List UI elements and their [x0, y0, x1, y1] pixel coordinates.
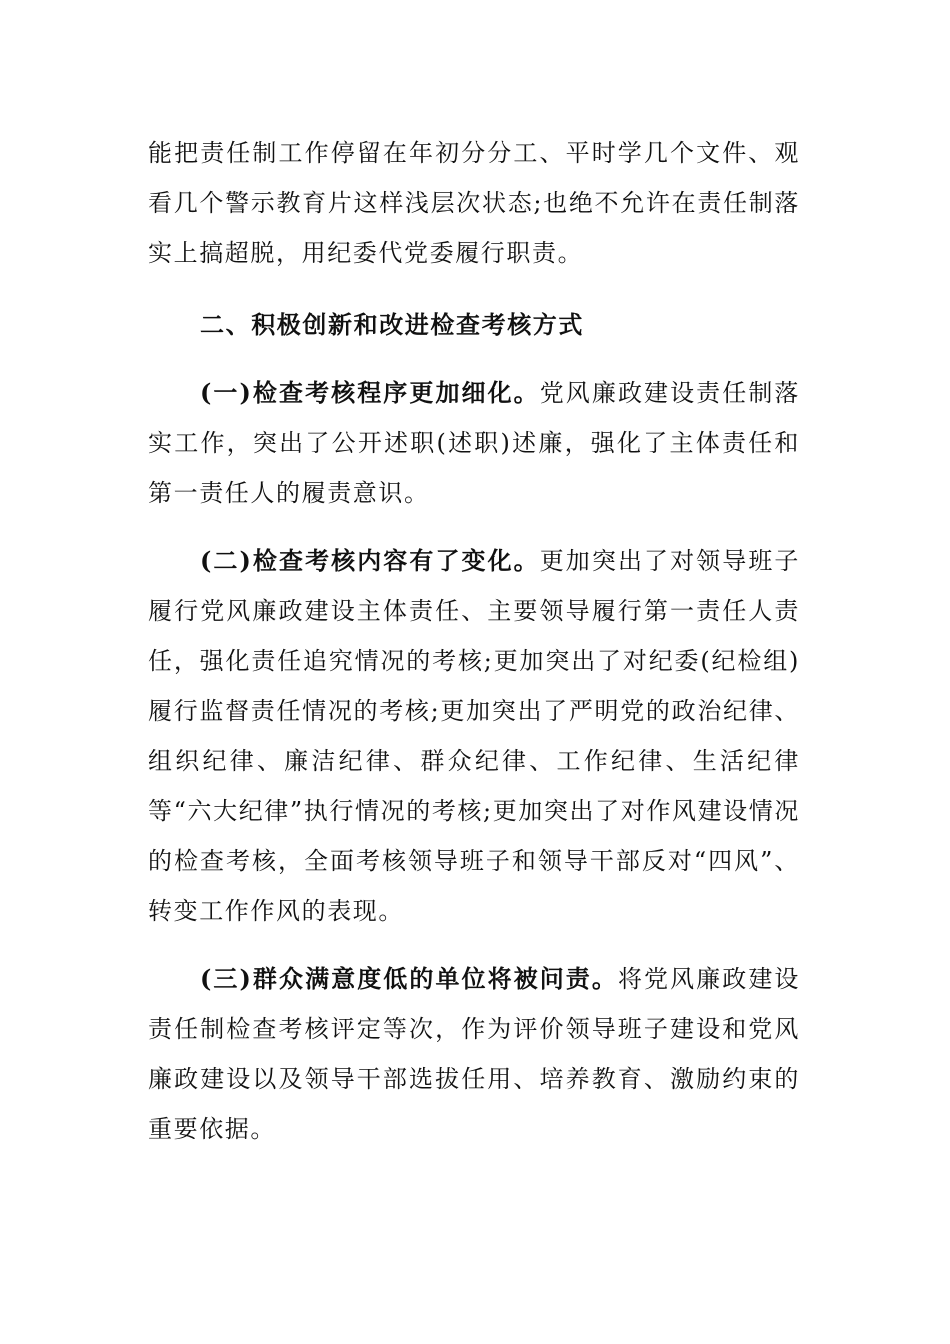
intro-paragraph: 能把责任制工作停留在年初分分工、平时学几个文件、观看几个警示教育片这样浅层次状态;也绝不允许在责任制落实上搞超脱，用纪委代党委履行职责。: [148, 139, 800, 267]
paragraph-3: [148, 954, 800, 1154]
paragraph-2-text: 更加突出了对领导班子履行党风廉政建设主体责任、主要领导履行第一责任人责任，强化责任追究情况的考核;更加突出了对纪委(纪检组)履行监督责任情况的考核;更加突出了严明党的政治纪律、组织纪律、廉洁纪律、群众纪律、工作纪律、生活纪律等“六大纪律”执行情况的考核;更加突出了对作风建设情况的检查考核，全面考核领导班子和领导干部反对“四风”、转变工作作风的表现。: [148, 547, 800, 925]
section-heading: 二、积极创新和改进检查考核方式: [200, 310, 584, 339]
paragraph-1-text: 党风廉政建设责任制落实工作，突出了公开述职(述职)述廉，强化了主体责任和第一责任人的履责意识。: [148, 379, 800, 507]
paragraph-1-lead: (一)检查考核程序更加细化。: [200, 378, 540, 407]
paragraph-2-lead: (二)检查考核内容有了变化。: [200, 546, 540, 575]
paragraph-3-lead: (三)群众满意度低的单位将被问责。: [200, 964, 618, 993]
paragraph-2: [148, 536, 800, 936]
paragraph-1: [148, 368, 800, 518]
document-body: [148, 128, 800, 1154]
paragraph-3-text: 将党风廉政建设责任制检查考核评定等次，作为评价领导班子建设和党风廉政建设以及领导干部选拔任用、培养教育、激励约束的重要依据。: [148, 965, 800, 1143]
